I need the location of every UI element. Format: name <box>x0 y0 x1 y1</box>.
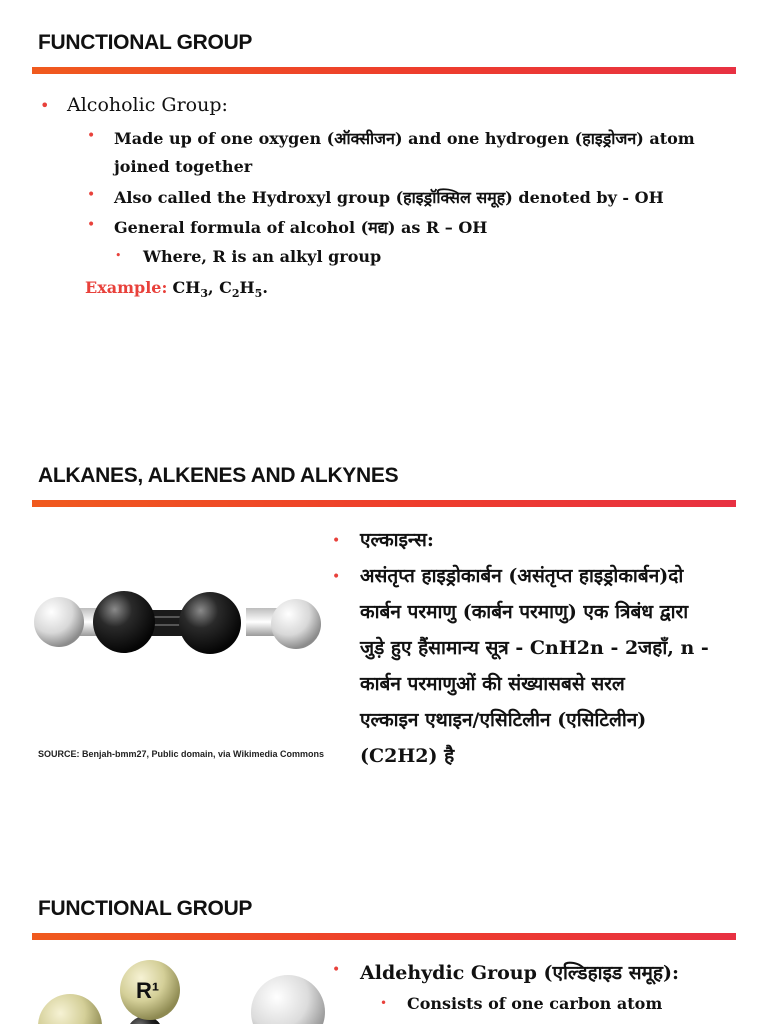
bullet-aldehydic-group: Aldehydic Group (एल्डिहाइड समूह): <box>360 962 679 984</box>
bullet-alcoholic-group: Alcoholic Group: <box>67 94 228 116</box>
description-line: जुड़े हुए हैंसामान्य सूत्र - CnH2n - 2जहाँ, n - <box>360 637 709 659</box>
bullet-dot: • <box>87 217 96 233</box>
bullet-alkynes-title: एल्काइन्स: <box>360 529 434 551</box>
aldehyde-molecule-image <box>30 954 360 1024</box>
alkynes-description <box>360 558 709 774</box>
r1-atom-label: R¹ <box>136 978 160 1003</box>
acetylene-molecule-image <box>24 580 334 670</box>
bullet-dot: • <box>115 249 122 262</box>
slide2-divider <box>32 500 736 507</box>
bullet-dot: • <box>332 569 341 585</box>
bullet-dot: • <box>380 996 388 1010</box>
sub-bullet-made-up-line2: joined together <box>114 157 253 176</box>
sub-bullet-hydroxyl: Also called the Hydroxyl group (हाइड्रॉक्सिल समूह) denoted by - OH <box>114 188 664 207</box>
hydrogen-atom-left <box>34 597 84 647</box>
carbon-atom-left <box>93 591 155 653</box>
example-line <box>85 278 268 300</box>
example-label: Example: <box>85 278 168 297</box>
r2-atom <box>38 994 102 1024</box>
description-line: कार्बन परमाणु (कार्बन परमाणु) एक त्रिबंध द्वारा <box>360 601 689 623</box>
description-line: असंतृप्त हाइड्रोकार्बन (असंतृप्त हाइड्रोकार्बन)दो <box>360 565 684 587</box>
bullet-dot: • <box>40 96 50 115</box>
slide1-divider <box>32 67 736 74</box>
hydrogen-atom <box>251 975 325 1024</box>
hydrogen-atom-right <box>271 599 321 649</box>
sub-bullet-made-up-line1: Made up of one oxygen (ऑक्सीजन) and one hydrogen (हाइड्रोजन) atom <box>114 129 695 148</box>
sub-bullet-carbon-atom: Consists of one carbon atom <box>407 994 663 1013</box>
slide-alcoholic-group <box>0 0 768 320</box>
description-line: कार्बन परमाणुओं की संख्यासबसे सरल <box>360 673 625 695</box>
bullet-dot: • <box>87 128 96 144</box>
bullet-dot: • <box>332 533 341 549</box>
slide1-title: FUNCTIONAL GROUP <box>38 31 253 54</box>
example-value: $CH_3$, $C_2H_5$. <box>172 278 268 301</box>
bullet-dot: • <box>87 187 96 203</box>
slide-aldehydic-group <box>0 880 768 1024</box>
slide-alkynes <box>0 440 768 800</box>
slide3-title: FUNCTIONAL GROUP <box>38 897 253 920</box>
sub-bullet-general-formula: General formula of alcohol (मद्य) as R – OH <box>114 218 488 237</box>
carbon-atom-right <box>179 592 241 654</box>
sub-sub-bullet-alkyl: Where, R is an alkyl group <box>143 247 382 266</box>
description-line: एल्काइन एथाइन/एसिटिलीन (एसिटिलीन) <box>360 709 647 731</box>
description-line: (C2H2) है <box>360 745 455 767</box>
slide3-divider <box>32 933 736 940</box>
image-source-credit: SOURCE: Benjah-bmm27, Public domain, via Wikimedia Commons <box>38 749 324 759</box>
bullet-dot: • <box>332 962 341 978</box>
slide2-title: ALKANES, ALKENES AND ALKYNES <box>38 464 399 487</box>
